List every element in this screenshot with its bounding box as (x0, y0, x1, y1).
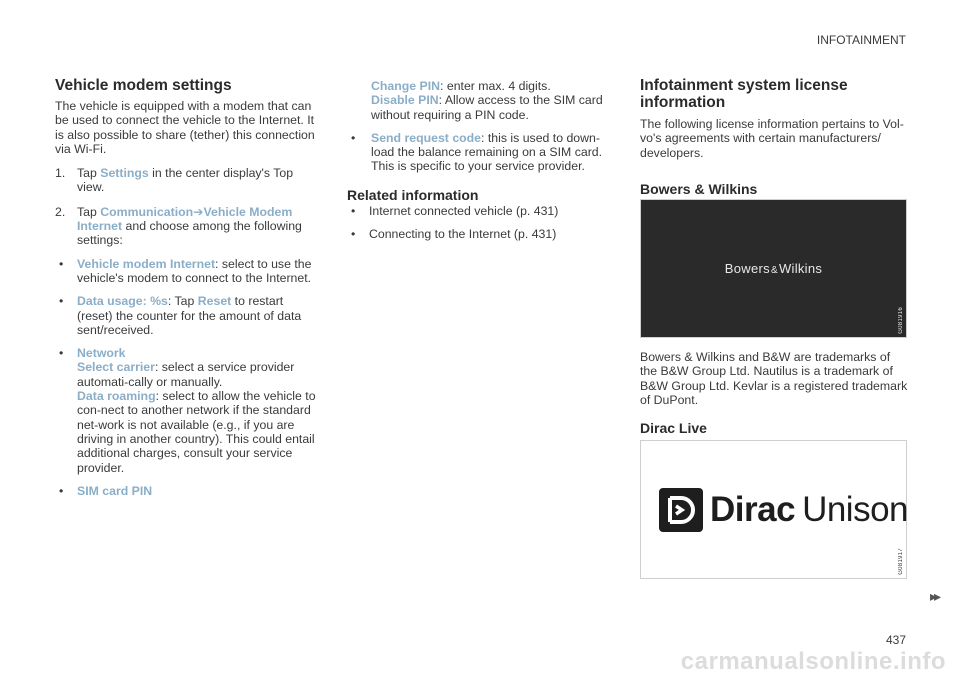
bullet-data-usage (55, 294, 320, 337)
bullet-vehicle-modem-internet (55, 257, 320, 286)
bowers-wilkins-logo (641, 261, 906, 276)
change-pin-item (347, 79, 605, 93)
dirac-mark-icon (659, 488, 703, 532)
page-number: 437 (885, 633, 906, 647)
continue-arrows-icon: ▸▸ (929, 588, 938, 604)
option-text: : select to use the vehicle's modem to connect to the Internet. (77, 256, 312, 285)
communication-keyword: Communication (100, 204, 194, 219)
option-keyword: Data roaming (77, 389, 156, 404)
arrow-right-icon: ➔ (193, 204, 204, 219)
option-text: : Tap (167, 294, 198, 309)
option-text: : Allow access to the SIM card without requiring a PIN code. (371, 93, 603, 122)
step-2 (55, 205, 320, 248)
section-header: INFOTAINMENT (816, 33, 906, 47)
step-number: 1. (55, 166, 66, 181)
watermark: carmanualsonline.info (680, 648, 946, 675)
bowers-wilkins-logo-image (640, 199, 907, 338)
logo-text: & (770, 265, 778, 276)
license-information-heading: Infotainment system license information (640, 77, 848, 111)
intro-paragraph: The vehicle is equipped with a modem that can be used to connect the vehicle to the Internet. It is also possible to share (tether) this connection via Wi-Fi. (55, 99, 315, 156)
option-text: : select to allow the vehicle to con-nect to another network if the standard net-work is not available (e.g., if you are driving in another country). This could entail additional charges, consult your service provider. (77, 389, 316, 475)
step-1 (55, 166, 320, 195)
bullet-send-request-code (347, 131, 605, 174)
logo-text: Bowers (724, 261, 770, 276)
license-intro: The following license information pertains to Vol-vo's agreements with certain manufacturers/ developers. (640, 117, 904, 160)
option-keyword: Disable PIN (371, 93, 439, 108)
option-text: : this is used to down-load the balance remaining on a SIM card. This is specific to your service provider. (371, 130, 603, 174)
related-link-internet-connected[interactable] (347, 204, 605, 218)
option-keyword: Vehicle modem Internet (77, 256, 216, 271)
image-code: G081917 (898, 548, 904, 575)
option-keyword: Send request code (371, 130, 482, 145)
bullet-network (55, 346, 320, 475)
data-roaming-item (77, 389, 320, 475)
related-link-text[interactable]: Internet connected vehicle (p. 431) (369, 204, 559, 219)
step-text: in the center display's Top view. (77, 166, 294, 195)
logo-text: Wilkins (778, 261, 823, 276)
logo-text: Unison (802, 490, 909, 529)
option-keyword: Data usage: %s (77, 294, 168, 309)
option-keyword: SIM card PIN (77, 483, 153, 498)
right-column (640, 77, 910, 196)
logo-text: Dirac (710, 490, 796, 529)
dirac-live-heading: Dirac Live (640, 420, 707, 437)
option-text: : select a service provider automati-cally or manually. (77, 360, 295, 389)
option-keyword: Network (77, 346, 126, 361)
image-code: G081916 (898, 307, 904, 334)
step-number: 2. (55, 204, 66, 219)
related-link-connecting[interactable] (347, 227, 605, 241)
bowers-wilkins-heading: Bowers & Wilkins (640, 180, 758, 197)
step-text: Tap (77, 166, 101, 181)
dirac-unison-wordmark (710, 488, 908, 532)
step-text: and choose among the following settings: (77, 219, 302, 248)
dirac-unison-logo-image (640, 440, 907, 579)
related-link-text[interactable]: Connecting to the Internet (p. 431) (369, 227, 557, 242)
select-carrier-item (77, 360, 320, 389)
middle-column (347, 79, 605, 242)
option-keyword: Select carrier (77, 360, 155, 375)
disable-pin-item (347, 93, 605, 122)
vehicle-modem-settings-heading: Vehicle modem settings (55, 77, 232, 94)
vehicle-modem-internet-keyword: Vehicle Modem Internet (77, 204, 293, 234)
bullet-sim-card-pin (55, 484, 320, 498)
option-text: : enter max. 4 digits. (440, 79, 551, 93)
option-text: to restart (reset) the counter for the amount of data sent/received. (77, 294, 302, 337)
settings-keyword: Settings (100, 166, 149, 181)
bowers-wilkins-text-block (640, 350, 908, 435)
reset-keyword: Reset (197, 294, 232, 309)
left-column (55, 77, 320, 498)
related-information-heading: Related information (347, 186, 479, 203)
option-keyword: Change PIN (371, 79, 441, 93)
dirac-logo-icon (659, 488, 703, 532)
bowers-wilkins-trademark-text: Bowers & Wilkins and B&W are trademarks of the B&W Group Ltd. Nautilus is a trademark of B&W Group Ltd. Kevlar is a registered trademark of DuPont. (640, 350, 908, 407)
step-text: Tap (77, 204, 101, 219)
